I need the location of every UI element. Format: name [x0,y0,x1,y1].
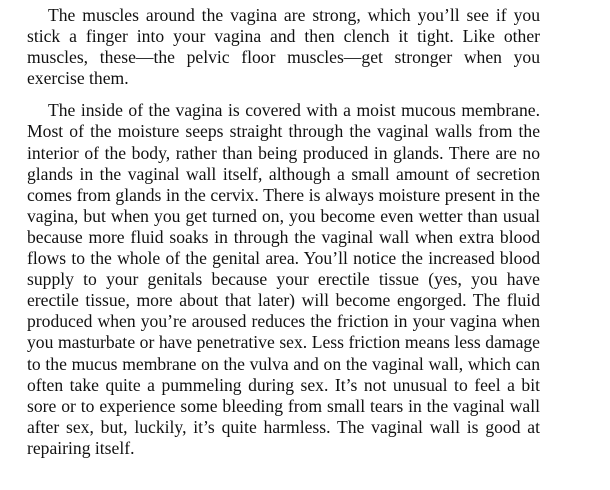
paragraph-vaginal-moisture: The inside of the vagina is covered with a moist mucous membrane. Most of the moisture seeps straight through the vaginal walls from the interior of the body, rather than being produced in glands. There are no glands in the vaginal wall itself, although a small amount of secretion comes from glands in the cervix. There is always moisture present in the vagina, but when you get turned on, you become even wetter than usual because more fluid soaks in through the vaginal wall when extra blood flows to the whole of the genital area. You’ll notice the increased blood supply to your genitals because your erectile tissue (yes, you have erectile tissue, more about that later) will become engorged. The fluid produced when you’re aroused reduces the friction in your vagina when you masturbate or have penetrative sex. Less friction means less damage to the mucus membrane on the vulva and on the vaginal wall, which can often take quite a pummeling during sex. It’s not unusual to feel a bit sore or to experience some bleeding from small tears in the vaginal wall after sex, but, luckily, it’s quite harmless. The vaginal wall is good at repairing itself. [27,100,540,458]
paragraph-pelvic-floor-muscles: The muscles around the vagina are strong, which you’ll see if you stick a finger into your vagina and then clench it tight. Like other muscles, these—the pelvic floor muscles—get stronger when you exercise them. [27,5,540,89]
